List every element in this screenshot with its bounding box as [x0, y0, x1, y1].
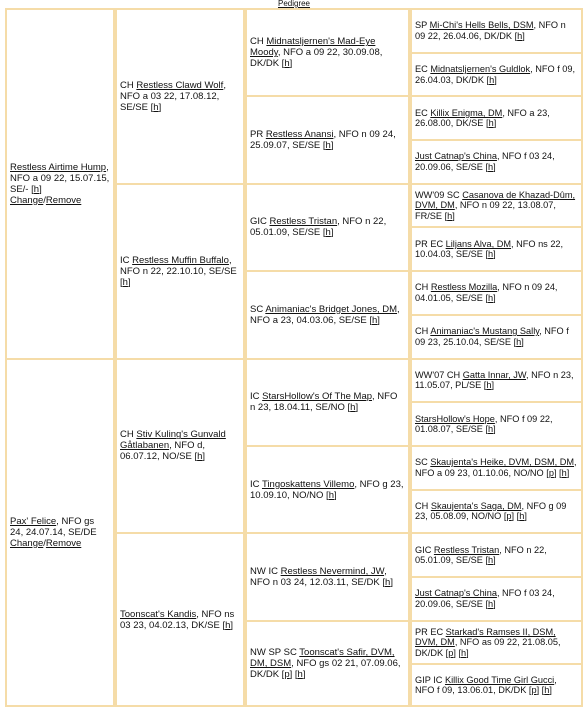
pedigree-cell-gen4: GIP IC Killix Good Time Girl Gucci, NFO f 09, 13.06.01, DK/DK [p] [h]	[410, 663, 583, 707]
cat-name-link[interactable]: Animaniac's Bridget Jones, DM	[265, 303, 398, 315]
health-link[interactable]: h	[372, 314, 378, 326]
cat-info: , NFO a 09 22, 15.07.15, SE/-	[10, 161, 110, 195]
health-link[interactable]: h	[488, 424, 494, 435]
cat-info: , NFO n 09 24, 04.01.05, SE/SE	[415, 282, 558, 303]
cat-titles: GIC	[250, 216, 267, 228]
cat-name-link[interactable]: Starkad's Ramses II, DSM, DVM, DM	[415, 626, 556, 648]
cat-info: , NFO a 23, 04.03.06, SE/SE	[250, 303, 400, 326]
cat-titles: SC	[250, 303, 264, 315]
cat-name-link[interactable]: Animaniac's Mustang Sally	[430, 326, 540, 337]
cat-name-link[interactable]: Just Catnap's China	[415, 151, 497, 162]
cat-info: , NFO d, 06.07.12, NO/SE	[120, 440, 206, 463]
cat-info: , NFO n 09 24, 25.09.07, SE/SE	[250, 129, 396, 152]
cat-info: , NFO f 03 24, 20.09.06, SE/SE	[415, 588, 555, 609]
pedigree-cell-gen4: PR EC Liljans Alva, DM, NFO ns 22, 10.04.03, SE/SE [h]	[410, 226, 583, 272]
pedigree-cell-gen4: CH Animaniac's Mustang Sally, NFO f 09 23, 25.10.04, SE/SE [h]	[410, 314, 583, 360]
pedigree-cell-gen3: IC Tingoskattens Villemo, NFO g 23, 10.09.10, NO/NO [h]	[245, 445, 410, 534]
health-link[interactable]: h	[488, 292, 494, 303]
health-link[interactable]: h	[284, 58, 290, 70]
health-link[interactable]: h	[325, 227, 331, 239]
remove-link[interactable]: Remove	[45, 194, 82, 206]
health-link[interactable]: h	[488, 161, 494, 172]
cat-titles: EC	[415, 107, 428, 118]
health-link[interactable]: h	[561, 467, 567, 478]
cat-titles: NW IC	[250, 565, 278, 577]
cat-info: , NFO n 03 24, 12.03.11, SE/DK	[250, 565, 387, 588]
cat-titles: EC	[415, 64, 428, 75]
cat-name-link[interactable]: Pax' Felice	[10, 515, 57, 527]
cat-info: , NFO n 22, 22.10.10, SE/SE	[120, 254, 237, 277]
cat-name-link[interactable]: Stiv Kuling's Gunvald Gåtlabanen	[120, 429, 226, 452]
pedigree-cell-gen4: Just Catnap's China, NFO f 03 24, 20.09.06, SE/SE [h]	[410, 576, 583, 622]
change-link[interactable]: Change	[10, 537, 44, 549]
cat-name-link[interactable]: Liljans Alva, DM	[445, 238, 512, 249]
cat-name-link[interactable]: Gatta Innar, JW	[462, 369, 527, 380]
health-link[interactable]: h	[488, 555, 494, 566]
health-link[interactable]: h	[122, 276, 128, 288]
cat-name-link[interactable]: Restless Anansi	[265, 129, 334, 141]
cat-titles: WW'09 SC	[415, 189, 460, 200]
photo-link[interactable]: p	[506, 511, 512, 522]
cat-info: , NFO g 09 23, 05.08.09, NO/NO	[415, 500, 567, 522]
health-link[interactable]: h	[488, 249, 494, 260]
health-link[interactable]: h	[517, 30, 523, 41]
photo-link[interactable]: p	[548, 467, 554, 478]
health-link[interactable]: h	[516, 336, 522, 347]
cat-info: , NFO f 09, 13.06.01, DK/DK	[415, 674, 557, 696]
health-link[interactable]: h	[461, 647, 467, 658]
health-link[interactable]: h	[486, 380, 492, 391]
pedigree-cell-gen4: GIC Restless Tristan, NFO n 22, 05.01.09, SE/SE [h]	[410, 532, 583, 578]
pedigree-cell-gen4: WW'07 CH Gatta Innar, JW, NFO n 23, 11.05.07, PL/SE [h]	[410, 358, 583, 404]
cat-name-link[interactable]: Casanova de Khazad-Dûm, DVM, DM	[415, 189, 576, 211]
health-link[interactable]: h	[297, 668, 303, 680]
health-link[interactable]: h	[350, 402, 356, 414]
pedigree-cell-gen1: Pax' Felice, NFO gs 24, 24.07.14, SE/DE Change/Remove	[5, 358, 115, 708]
health-link[interactable]: h	[325, 140, 331, 152]
cat-info: , NFO n 23, 11.05.07, PL/SE	[415, 369, 574, 391]
pedigree-cell-gen3: GIC Restless Tristan, NFO n 22, 05.01.09, SE/SE [h]	[245, 183, 410, 272]
cat-titles: NW SP SC	[250, 646, 297, 658]
cat-name-link[interactable]: Restless Nevermind, JW	[280, 565, 385, 577]
cat-titles: CH	[120, 79, 134, 91]
cat-titles: WW'07 CH	[415, 369, 461, 380]
cat-name-link[interactable]: Toonscat's Safir, DVM, DM, DSM	[250, 646, 395, 669]
cat-name-link[interactable]: Midnatsljernen's Guldlok	[430, 64, 531, 75]
cat-name-link[interactable]: Killix Good Time Girl Gucci	[444, 674, 555, 685]
cat-name-link[interactable]: Midnatsljernen's Mad-Eye Moody	[250, 36, 376, 59]
cat-info: , NFO ns 03 23, 04.02.13, DK/SE	[120, 608, 235, 631]
cat-info: , NFO gs 24, 24.07.14, SE/DE	[10, 515, 97, 538]
photo-link[interactable]: p	[448, 647, 454, 658]
cat-info: , NFO a 09 22, 30.09.08, DK/DK	[250, 47, 383, 70]
pedigree-cell-gen2: IC Restless Muffin Buffalo, NFO n 22, 22.10.10, SE/SE [h]	[115, 183, 245, 360]
cat-titles: PR EC	[415, 626, 444, 637]
health-link[interactable]: h	[488, 598, 494, 609]
pedigree-cell-gen4: SP Mi-Chi's Hells Bells, DSM, NFO n 09 22, 26.04.06, DK/DK [h]	[410, 8, 583, 54]
cat-titles: CH	[415, 326, 429, 337]
pedigree-top-link[interactable]: Pedigree	[277, 0, 311, 8]
cat-titles: GIC	[415, 544, 432, 555]
cat-name-link[interactable]: StarsHollow's Of The Map	[262, 391, 373, 403]
cat-info: , NFO as 09 22, 21.08.05, DK/DK	[415, 637, 561, 658]
pedigree-table	[5, 8, 583, 707]
cat-titles: PR EC	[415, 238, 444, 249]
cat-info: , NFO n 09 22, 13.08.07, FR/SE	[415, 200, 556, 221]
photo-link[interactable]: p	[531, 685, 537, 696]
pedigree-cell-gen3: PR Restless Anansi, NFO n 09 24, 25.09.07, SE/SE [h]	[245, 95, 410, 184]
pedigree-cell-gen4: SC Skaujenta's Heike, DVM, DSM, DM, NFO a 09 23, 01.10.06, NO/NO [p] [h]	[410, 445, 583, 491]
pedigree-cell-gen3: NW IC Restless Nevermind, JW, NFO n 03 24, 12.03.11, SE/DK [h]	[245, 532, 410, 621]
cat-titles: PR	[250, 129, 264, 141]
cat-titles: CH	[415, 500, 429, 511]
health-link[interactable]: h	[328, 489, 334, 501]
cat-name-link[interactable]: Restless Muffin Buffalo	[132, 254, 229, 266]
cat-name-link[interactable]: Restless Airtime Hump	[10, 161, 107, 173]
cat-titles: GIP IC	[415, 674, 443, 685]
cat-info: , NFO a 09 23, 01.10.06, NO/NO	[415, 457, 577, 478]
pedigree-cell-gen2: CH Stiv Kuling's Gunvald Gåtlabanen, NFO d, 06.07.12, NO/SE [h]	[115, 358, 245, 535]
pedigree-cell-gen4: CH Skaujenta's Saga, DM, NFO g 09 23, 05.08.09, NO/NO [p] [h]	[410, 489, 583, 535]
pedigree-cell-gen3: IC StarsHollow's Of The Map, NFO n 23, 18.04.11, SE/NO [h]	[245, 358, 410, 447]
health-link[interactable]: h	[33, 183, 40, 195]
pedigree-cell-gen2: Toonscat's Kandis, NFO ns 03 23, 04.02.13, DK/SE [h]	[115, 532, 245, 707]
change-link[interactable]: Change	[10, 194, 44, 206]
pedigree-cell-gen1: Restless Airtime Hump, NFO a 09 22, 15.07.15, SE/- [h] Change/Remove	[5, 8, 115, 360]
cat-titles: IC	[250, 478, 260, 490]
pedigree-cell-gen4: EC Killix Enigma, DM, NFO a 23, 26.08.00, DK/SE [h]	[410, 95, 583, 141]
cat-info: , NFO gs 02 21, 07.09.06, DK/DK	[250, 657, 401, 680]
cat-titles: CH	[250, 36, 264, 48]
cat-info: , NFO g 23, 10.09.10, NO/NO	[250, 478, 404, 501]
cat-name-link[interactable]: Toonscat's Kandis	[120, 608, 197, 620]
cat-titles: SP	[415, 20, 428, 31]
health-link[interactable]: h	[447, 210, 453, 221]
cat-titles: SC	[415, 457, 428, 468]
pedigree-cell-gen4: CH Restless Mozilla, NFO n 09 24, 04.01.05, SE/SE [h]	[410, 270, 583, 316]
cat-info: , NFO f 03 24, 20.09.06, SE/SE	[415, 151, 555, 172]
cat-info: , NFO n 22, 05.01.09, SE/SE	[250, 216, 387, 239]
cat-name-link[interactable]: Skaujenta's Heike, DVM, DSM, DM	[430, 457, 575, 468]
cat-info: , NFO f 09 23, 25.10.04, SE/SE	[415, 326, 569, 347]
cat-info: , NFO n 22, 05.01.09, SE/SE	[415, 544, 547, 566]
cat-name-link[interactable]: Restless Mozilla	[430, 282, 498, 293]
health-link[interactable]: h	[488, 118, 494, 129]
photo-link[interactable]: p	[284, 668, 290, 680]
cat-info: , NFO f 09 22, 01.08.07, SE/SE	[415, 413, 553, 435]
health-link[interactable]: h	[385, 576, 391, 588]
cat-info: , NFO a 03 22, 17.08.12, SE/SE	[120, 79, 226, 113]
cat-info: , NFO f 09, 26.04.03, DK/DK	[415, 64, 576, 85]
cat-info: , NFO n 23, 18.04.11, SE/NO	[250, 391, 398, 414]
pedigree-cell-gen4: EC Midnatsljernen's Guldlok, NFO f 09, 26.04.03, DK/DK [h]	[410, 52, 583, 98]
health-link[interactable]: h	[153, 101, 159, 113]
pedigree-cell-gen3: CH Midnatsljernen's Mad-Eye Moody, NFO a 09 22, 30.09.08, DK/DK [h]	[245, 8, 410, 97]
pedigree-cell-gen3: NW SP SC Toonscat's Safir, DVM, DM, DSM, NFO gs 02 21, 07.09.06, DK/DK [p] [h]	[245, 620, 410, 707]
pedigree-cell-gen3: SC Animaniac's Bridget Jones, DM, NFO a 23, 04.03.06, SE/SE [h]	[245, 270, 410, 359]
remove-link[interactable]: Remove	[45, 537, 82, 549]
pedigree-cell-gen4: StarsHollow's Hope, NFO f 09 22, 01.08.07, SE/SE [h]	[410, 401, 583, 447]
cat-name-link[interactable]: Restless Tristan	[269, 216, 338, 228]
cat-name-link[interactable]: Skaujenta's Saga, DM	[430, 500, 522, 511]
health-link[interactable]: h	[519, 511, 525, 522]
cat-titles: CH	[120, 429, 134, 441]
cat-name-link[interactable]: Killix Enigma, DM	[430, 107, 503, 118]
cat-titles: CH	[415, 282, 429, 293]
cat-info: , NFO n 09 22, 26.04.06, DK/DK	[415, 20, 566, 41]
health-link[interactable]: h	[225, 619, 231, 631]
pedigree-cell-gen2: CH Restless Clawd Wolf, NFO a 03 22, 17.08.12, SE/SE [h]	[115, 8, 245, 185]
cat-name-link[interactable]: Mi-Chi's Hells Bells, DSM	[429, 20, 534, 31]
cat-name-link[interactable]: Restless Tristan	[433, 544, 500, 555]
health-link[interactable]: h	[544, 685, 550, 696]
pedigree-cell-gen4: PR EC Starkad's Ramses II, DSM, DVM, DM, NFO as 09 22, 21.08.05, DK/DK [p] [h]	[410, 620, 583, 666]
pedigree-cell-gen4: Just Catnap's China, NFO f 03 24, 20.09.06, SE/SE [h]	[410, 139, 583, 185]
cat-name-link[interactable]: Restless Clawd Wolf	[136, 79, 224, 91]
cat-name-link[interactable]: Tingoskattens Villemo	[261, 478, 355, 490]
pedigree-cell-gen4: WW'09 SC Casanova de Khazad-Dûm, DVM, DM, NFO n 09 22, 13.08.07, FR/SE [h]	[410, 183, 583, 229]
health-link[interactable]: h	[489, 74, 495, 85]
cat-titles: IC	[250, 391, 260, 403]
cat-info: , NFO a 23, 26.08.00, DK/SE	[415, 107, 550, 129]
top-link-bar	[0, 0, 588, 8]
cat-info: , NFO ns 22, 10.04.03, SE/SE	[415, 238, 564, 260]
cat-name-link[interactable]: Just Catnap's China	[415, 588, 497, 599]
health-link[interactable]: h	[197, 451, 203, 463]
cat-name-link[interactable]: StarsHollow's Hope	[415, 413, 495, 424]
cat-titles: IC	[120, 254, 130, 266]
